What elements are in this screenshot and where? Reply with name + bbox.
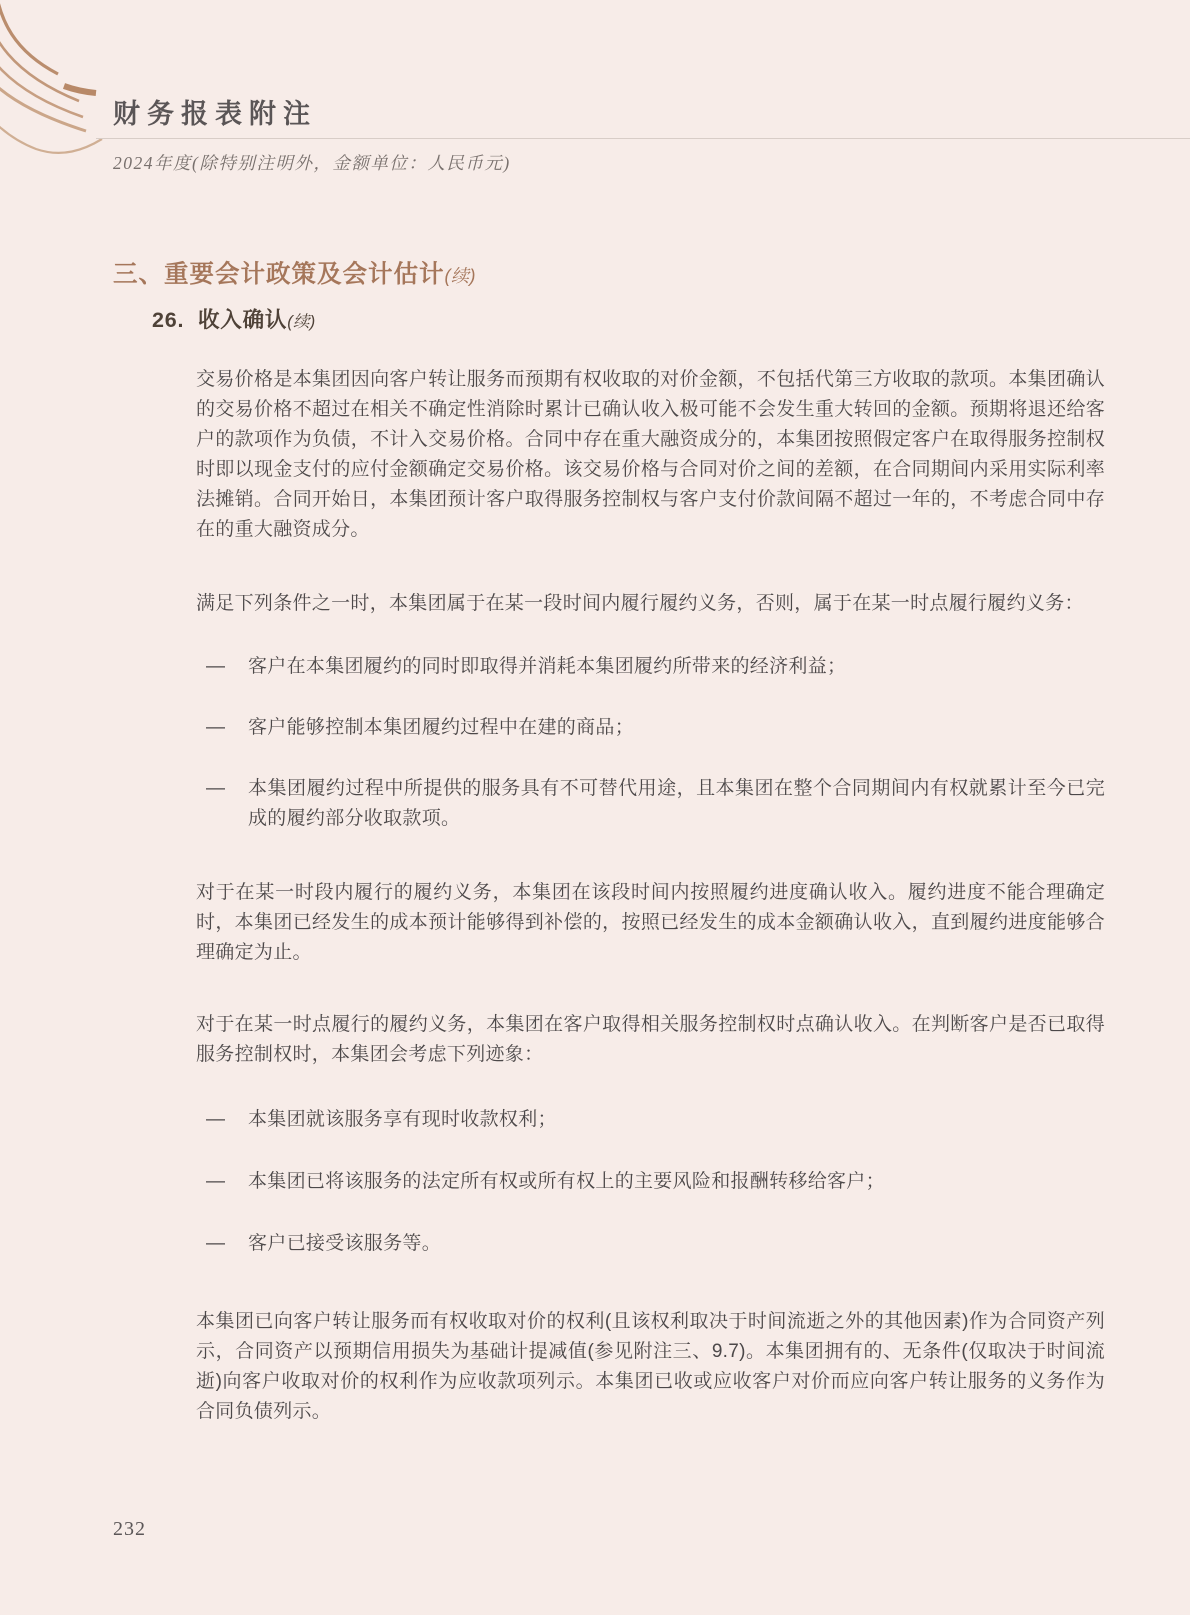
- section-title: 三、重要会计政策及会计估计: [113, 261, 445, 288]
- section-heading: [113, 258, 1190, 293]
- paragraph-transaction-price: 交易价格是本集团因向客户转让服务而预期有权收取的对价金额，不包括代第三方收取的款项。本集团确认的交易价格不超过在相关不确定性消除时累计已确认收入极可能不会发生重大转回的金额。预期将退还给客户的款项作为负债，不计入交易价格。合同中存在重大融资成分的，本集团按照假定客户在取得服务控制权时即以现金支付的应付金额确定交易价格。该交易价格与合同对价之间的差额，在合同期间内采用实际利率法摊销。合同开始日，本集团预计客户取得服务控制权与客户支付价款间隔不超过一年的，不考虑合同中存在的重大融资成分。: [196, 369, 1105, 540]
- paragraph-contract-assets-liabilities: 本集团已向客户转让服务而有权收取对价的权利(且该权利取决于时间流逝之外的其他因素)作为合同资产列示，合同资产以预期信用损失为基础计提减值(参见附注三、9.7)。本集团拥有的、无条件(仅取决于时间流逝)向客户收取对价的权利作为应收款项列示。本集团已收或应收客户对价而应向客户转让服务的义务作为合同负债列示。: [196, 1311, 1105, 1422]
- body-text-block: [196, 365, 1105, 1427]
- content-area: [0, 258, 1190, 1427]
- dash-marker: —: [206, 1171, 226, 1192]
- bullet-text: 本集团已将该服务的法定所有权或所有权上的主要风险和报酬转移给客户；: [248, 1171, 885, 1192]
- page-number: 232: [113, 1518, 146, 1540]
- subsection-number: 26.: [152, 308, 185, 332]
- bullet-text: 客户能够控制本集团履约过程中在建的商品；: [248, 717, 635, 738]
- paragraph-over-time-recognition: 对于在某一时段内履行的履约义务，本集团在该段时间内按照履约进度确认收入。履约进度不能合理确定时，本集团已经发生的成本预计能够得到补偿的，按照已经发生的成本金额确认收入，直到履约进度能够合理确定为止。: [196, 882, 1105, 963]
- swoosh-decoration-icon: [0, 0, 280, 170]
- list-item-economic-benefit: [196, 652, 1105, 682]
- report-period-subtitle: 2024年度(除特别注明外，金额单位：人民币元): [113, 153, 511, 173]
- list-item-no-alternative-use: [196, 774, 1105, 834]
- subsection-continued-label: (续): [287, 313, 316, 331]
- page-title: 财务报表附注: [113, 99, 317, 129]
- dash-marker: —: [206, 717, 226, 738]
- dash-marker: —: [206, 656, 226, 677]
- paragraph-obligation-conditions: 满足下列条件之一时，本集团属于在某一段时间内履行履约义务，否则，属于在某一时点履行履约义务：: [196, 593, 1084, 614]
- list-item-present-payment-right: [196, 1105, 1105, 1135]
- bullet-text: 本集团就该服务享有现时收款权利；: [248, 1109, 557, 1130]
- list-item-legal-ownership-transfer: [196, 1167, 1105, 1197]
- list-item-customer-acceptance: [196, 1229, 1105, 1259]
- paragraph-point-in-time-recognition: 对于在某一时点履行的履约义务，本集团在客户取得相关服务控制权时点确认收入。在判断客户是否已取得服务控制权时，本集团会考虑下列迹象：: [196, 1014, 1105, 1065]
- list-item-control-goods: [196, 713, 1105, 743]
- section-continued-label: (续): [444, 266, 476, 286]
- header-divider: [96, 138, 1190, 139]
- bullet-text: 客户在本集团履约的同时即取得并消耗本集团履约所带来的经济利益；: [248, 656, 847, 677]
- subsection-heading: [152, 305, 1190, 337]
- dash-marker: —: [206, 1233, 226, 1254]
- dash-marker: —: [206, 1109, 226, 1130]
- dash-marker: —: [206, 778, 226, 799]
- bullet-text: 本集团履约过程中所提供的服务具有不可替代用途，且本集团在整个合同期间内有权就累计至今已完成的履约部分收取款项。: [248, 778, 1105, 829]
- subsection-title: 收入确认: [198, 308, 288, 332]
- bullet-text: 客户已接受该服务等。: [248, 1233, 442, 1254]
